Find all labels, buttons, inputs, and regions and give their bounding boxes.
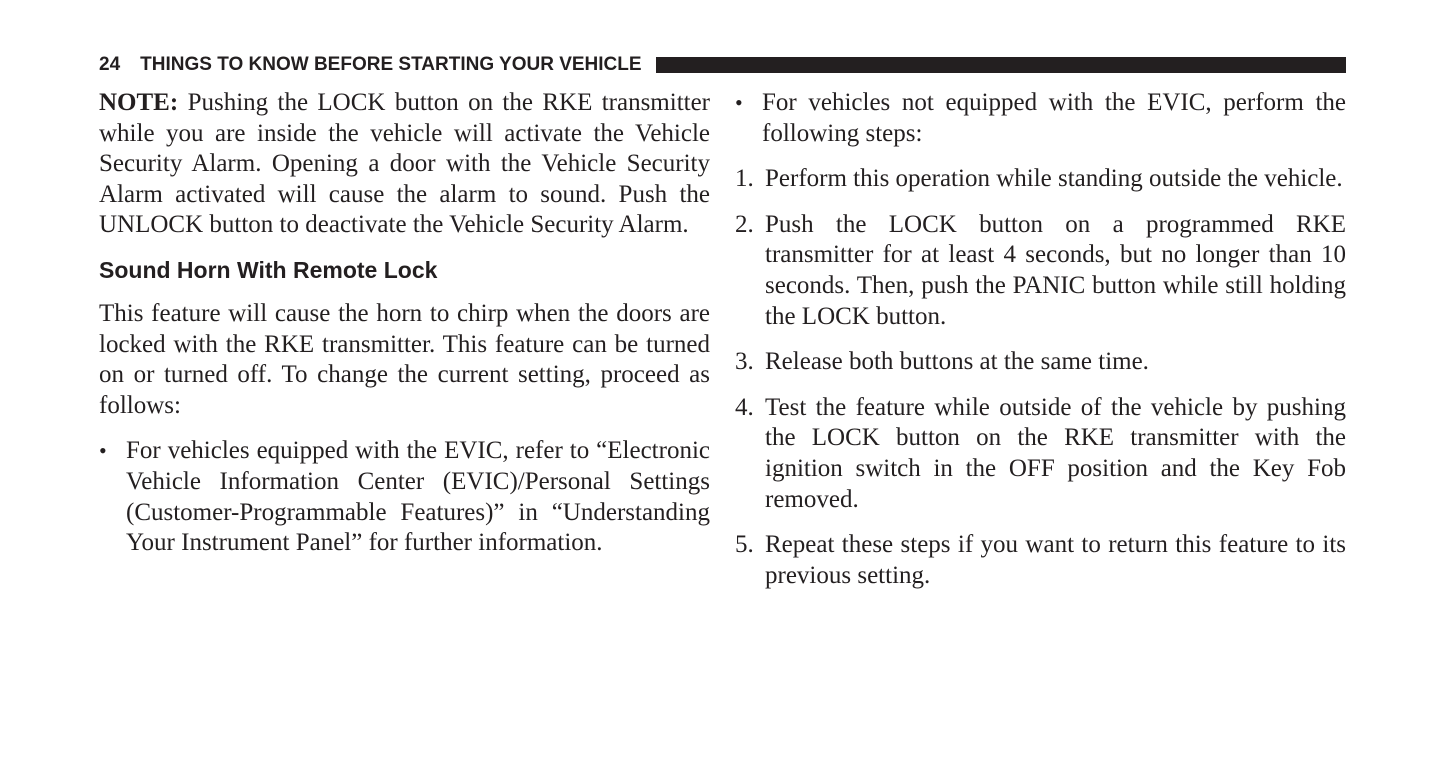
bullet-marker: • (735, 90, 743, 115)
step-text: Repeat these steps if you want to return this feature to its previous setting. (765, 531, 1346, 589)
header-rule (656, 57, 1346, 73)
page-header (99, 53, 1346, 77)
step-2 (735, 210, 1346, 332)
step-3 (735, 347, 1346, 378)
step-number: 1. (735, 165, 754, 193)
step-1 (735, 164, 1346, 195)
note-label: NOTE: (99, 89, 179, 116)
step-text: Release both buttons at the same time. (765, 348, 1149, 376)
section-heading: Sound Horn With Remote Lock (99, 256, 438, 283)
step-number: 5. (735, 531, 754, 559)
step-text: Push the LOCK button on a programmed RKE transmitter for at least 4 seconds, but no longer than 10 seconds. Then, push the PANIC button while still holding the LOCK button. (765, 210, 1346, 330)
step-number: 2. (735, 210, 754, 238)
step-text: Test the feature while outside of the vehicle by pushing the LOCK button on the RKE transmitter with the ignition switch in the OFF position and the Key Fob removed. (765, 393, 1346, 513)
bullet-marker: • (99, 438, 107, 464)
list-item (99, 436, 710, 558)
right-column (735, 88, 1346, 591)
note-text: Pushing the LOCK button on the RKE transmitter while you are inside the vehicle will activate the Vehicle Security Alarm. Opening a door with the Vehicle Security Alarm activated will cause the alarm to sound. Push the UNLOCK button to deactivate the Vehicle Security Alarm. (99, 89, 711, 239)
left-column (99, 88, 710, 559)
intro-paragraph: This feature will cause the horn to chirp when the doors are locked with the RKE transmitter. This feature can be turned on or turned off. To change the current setting, proceed as follows: (99, 299, 710, 419)
page-number: 24 (99, 54, 121, 75)
step-5 (735, 530, 1346, 591)
list-item (735, 88, 1346, 149)
running-title: THINGS TO KNOW BEFORE STARTING YOUR VEHICLE (140, 54, 642, 75)
bullet-text: For vehicles not equipped with the EVIC, perform the following steps: (762, 89, 1346, 147)
note-paragraph (99, 88, 710, 241)
step-4 (735, 393, 1346, 515)
step-number: 4. (735, 393, 754, 421)
step-number: 3. (735, 348, 754, 376)
step-text: Perform this operation while standing outside the vehicle. (765, 165, 1343, 193)
bullet-text: For vehicles equipped with the EVIC, refer to “Electronic Vehicle Information Center (EVIC)/Personal Settings (Customer-Programmable Features)” in “Understanding Your Instrument Panel” for further information. (126, 437, 710, 557)
